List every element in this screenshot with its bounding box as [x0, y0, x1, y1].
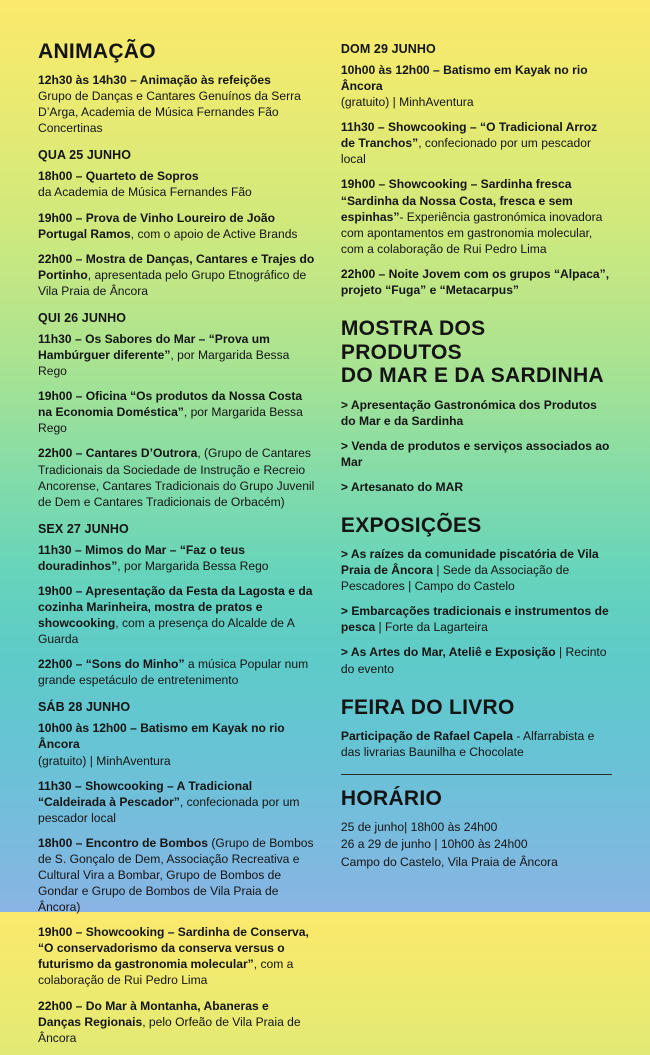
list-item — [38, 998, 315, 1046]
entry-rest: - Experiência gastronómica inovadora com apontamentos em gastronomia molecular, com a colaboração de Rui Pedro Lima — [340, 209, 603, 256]
entry-rest: (gratuito) | MinhAventura — [340, 95, 474, 110]
entry-rest: - Alfarrabista e das livrarias Baunilha e Chocolate — [340, 728, 595, 759]
list-item — [341, 397, 612, 429]
list-item — [341, 176, 612, 256]
list-item — [38, 778, 315, 826]
entry-rest: , com a presença do Alcalde de A Guarda — [38, 616, 295, 647]
entry-rest: , por Margarida Bessa Rego — [117, 558, 269, 573]
entry-bold: 10h00 às 12h00 – Batismo em Kayak no rio Âncora — [38, 721, 285, 752]
horario-line: 26 a 29 de junho | 10h00 às 24h00 — [340, 837, 528, 852]
list-item — [341, 546, 612, 594]
divider — [341, 774, 612, 775]
list-item — [341, 728, 612, 760]
entry-rest: , confecionado por um pescador local — [340, 136, 591, 167]
day-label-sab-28: SÁB 28 JUNHO — [38, 700, 131, 715]
day-label-qua-25: QUA 25 JUNHO — [38, 148, 132, 163]
entry-rest: , pelo Orfeão de Vila Praia de Âncora — [38, 1014, 301, 1045]
day-label-sex-27: SEX 27 JUNHO — [38, 521, 129, 536]
right-column — [341, 40, 612, 872]
entry-bold: Participação de Rafael Capela — [340, 728, 513, 743]
entry-bold: > As raízes da comunidade piscatória de Vila Praia de Âncora — [340, 547, 599, 578]
left-column — [38, 40, 315, 1055]
intro-entry — [38, 72, 315, 136]
section-title-exposicoes: EXPOSIÇÕES — [340, 513, 482, 537]
two-column-layout — [38, 40, 612, 1055]
entry-rest: | Forte da Lagarteira — [375, 620, 488, 635]
entry-bold: 19h00 – Showcooking – Sardinha de Conserva, “O conservadorismo da conserva versus o futurismo da gastronomia molecular” — [38, 925, 309, 972]
day-label-qui-26: QUI 26 JUNHO — [38, 310, 127, 325]
entry-bold: > Artesanato do MAR — [340, 479, 464, 494]
entry-bold: 19h00 – Prova de Vinho Loureiro de João Portugal Ramos — [38, 210, 276, 241]
list-item — [38, 210, 315, 242]
entry-bold: 11h30 – Showcooking – “O Tradicional Arroz de Tranchos” — [340, 120, 598, 151]
list-item — [341, 479, 612, 495]
list-item — [38, 388, 315, 436]
entry-bold: > Apresentação Gastronómica dos Produtos do Mar e da Sardinha — [340, 397, 597, 428]
list-item — [38, 835, 315, 915]
day-label-dom-29: DOM 29 JUNHO — [340, 42, 436, 56]
list-item — [341, 438, 612, 470]
list-item — [341, 266, 612, 298]
entry-bold: 22h00 – Noite Jovem com os grupos “Alpaca”, projeto “Fuga” e “Metacarpus” — [340, 266, 610, 297]
list-item — [341, 644, 612, 676]
list-item — [341, 119, 612, 167]
list-item — [38, 331, 315, 379]
entry-bold: > Venda de produtos e serviços associados ao Mar — [340, 438, 610, 469]
list-item — [38, 251, 315, 299]
entry-bold: 22h00 – “Sons do Minho” — [38, 657, 185, 672]
entry-bold: 10h00 às 12h00 – Batismo em Kayak no rio Âncora — [340, 63, 588, 94]
entry-bold: 11h30 – Mimos do Mar – “Faz o teus douradinhos” — [38, 542, 245, 573]
intro-entry-rest: Grupo de Danças e Cantares Genuínos da Serra D’Arga, Academia de Música Fernandes Fão Concertinas — [38, 89, 301, 136]
entry-rest: a música Popular num grande espetáculo de entretenimento — [38, 657, 309, 688]
entry-bold: > As Artes do Mar, Ateliê e Exposição — [340, 645, 556, 660]
list-item — [38, 542, 315, 574]
entry-bold: 22h00 – Do Mar à Montanha, Abaneras e Danças Regionais — [38, 998, 269, 1029]
entry-rest: , confecionada por um pescador local — [38, 794, 300, 825]
entry-rest: , apresentada pelo Grupo Etnográfico de Vila Praia de Âncora — [38, 267, 307, 298]
mostra-title-line2: DO MAR E DA SARDINHA — [340, 364, 604, 388]
entry-rest: | Recinto do evento — [340, 645, 607, 676]
entry-bold: 19h00 – Oficina “Os produtos da Nossa Costa na Economia Doméstica” — [38, 389, 303, 420]
section-title-mostra — [341, 317, 612, 388]
section-title-horario: HORÁRIO — [340, 786, 443, 810]
entry-rest: | Sede da Associação de Pescadores | Campo do Castelo — [340, 563, 570, 594]
list-item — [38, 445, 315, 509]
horario-line: Campo do Castelo, Vila Praia de Âncora — [340, 855, 558, 869]
entry-bold: 19h00 – Apresentação da Festa da Lagosta e da cozinha Marinheira, mostra de pratos e showcooking — [38, 583, 313, 631]
entry-bold: 18h00 – Quarteto de Sopros — [38, 169, 199, 184]
entry-bold: 19h00 – Showcooking – Sardinha fresca “Sardinha da Nossa Costa, fresca e sem espinhas” — [340, 177, 573, 224]
list-item — [341, 603, 612, 635]
entry-rest: da Academia de Música Fernandes Fão — [38, 185, 252, 200]
entry-bold: 11h30 – Showcooking – A Tradicional “Caldeirada à Pescador” — [38, 778, 253, 809]
entry-bold: 18h00 – Encontro de Bombos — [38, 835, 209, 850]
page-title: ANIMAÇÃO — [38, 40, 156, 63]
list-item — [38, 924, 315, 988]
list-item — [38, 656, 315, 688]
entry-rest: , por Margarida Bessa Rego — [38, 348, 290, 379]
entry-rest: , com a colaboração de Rui Pedro Lima — [38, 957, 294, 988]
mostra-title-line1: MOSTRA DOS PRODUTOS — [340, 317, 486, 364]
entry-rest: , com o apoio de Active Brands — [130, 226, 298, 241]
horario-line: 25 de junho| 18h00 às 24h00 — [340, 819, 498, 834]
entry-bold: 22h00 – Cantares D’Outrora — [38, 446, 198, 461]
entry-bold: > Embarcações tradicionais e instrumentos de pesca — [340, 604, 609, 635]
entry-rest: , por Margarida Bessa Rego — [38, 405, 303, 436]
entry-rest: (Grupo de Bombos de S. Gonçalo de Dem, Associação Recreativa e Cultural Vira a Bombar, Grupo de Bombos de Gondar e Grupo de Bombos de Vila Praia de Âncora) — [38, 835, 314, 915]
list-item — [341, 62, 612, 110]
entry-bold: 22h00 – Mostra de Danças, Cantares e Trajes do Portinho — [38, 251, 315, 282]
list-item — [38, 720, 315, 768]
list-item — [38, 583, 315, 647]
entry-rest: , (Grupo de Cantares Tradicionais da Sociedade de Instrução e Recreio Ancorense, Cantares Tradicionais do Grupo Juvenil de Dem e Cantares Tradicionais de Orbacém) — [38, 446, 315, 509]
section-title-feira-do-livro: FEIRA DO LIVRO — [340, 695, 515, 719]
entry-bold: 11h30 – Os Sabores do Mar – “Prova um Hambúrguer diferente” — [38, 331, 270, 363]
intro-entry-bold: 12h30 às 14h30 – Animação às refeições — [38, 73, 271, 88]
entry-rest: (gratuito) | MinhAventura — [38, 753, 171, 768]
list-item — [38, 168, 315, 200]
